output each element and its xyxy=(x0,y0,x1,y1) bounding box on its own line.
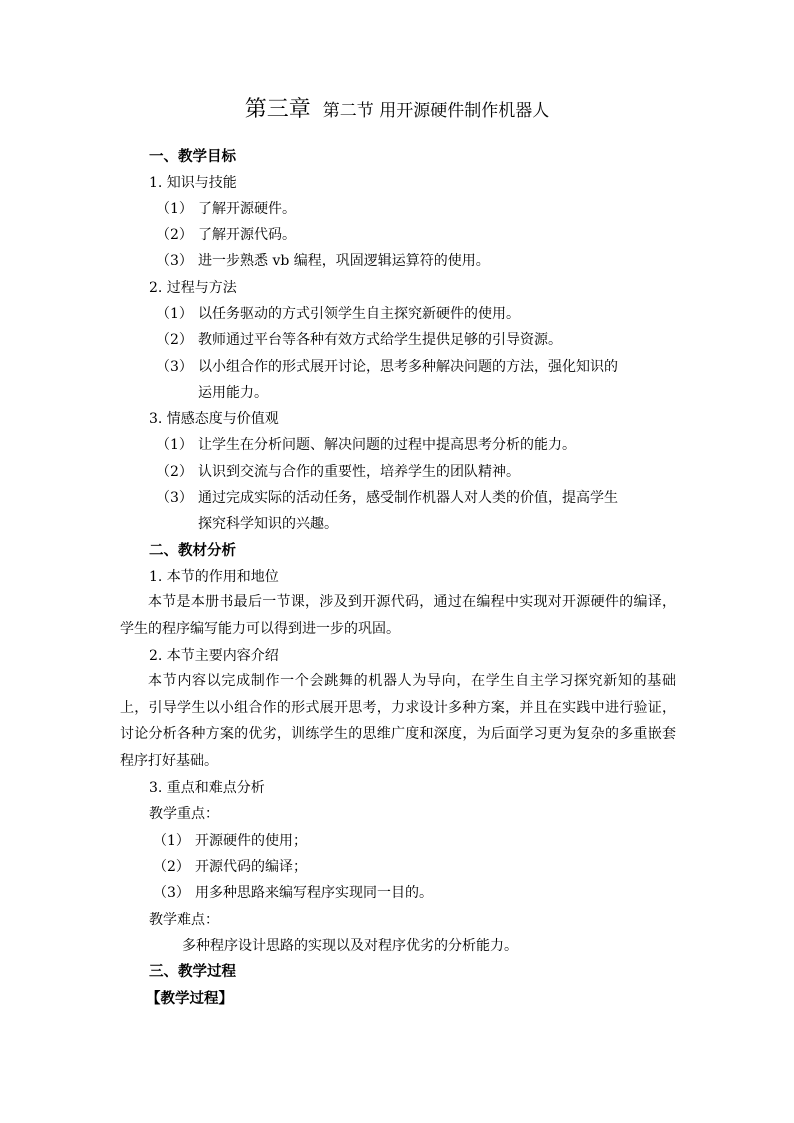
subheading-role: 1. 本节的作用和地位 xyxy=(149,569,279,585)
section-heading-objectives: 一、教学目标 xyxy=(149,148,236,165)
subheading-process: 2. 过程与方法 xyxy=(149,280,237,296)
key-points-label: 教学重点： xyxy=(149,806,219,822)
list-item: （3） 通过完成实际的活动任务，感受制作机器人对人类的价值，提高学生 xyxy=(156,490,618,506)
list-item-continuation: 探究科学知识的兴趣。 xyxy=(198,516,338,532)
list-item: （2） 教师通过平台等各种有效方式给学生提供足够的引导资源。 xyxy=(156,332,562,348)
page-title xyxy=(0,94,794,126)
list-item: （2） 了解开源代码。 xyxy=(156,227,296,243)
subheading-attitude: 3. 情感态度与价值观 xyxy=(149,411,279,427)
difficult-points-text: 多种程序设计思路的实现以及对程序优劣的分析能力。 xyxy=(182,938,518,954)
list-item-continuation: 运用能力。 xyxy=(198,385,268,401)
paragraph-role: 本节是本册书最后一节课，涉及到开源代码，通过在编程中实现对开源硬件的编译，学生的程序编写能力可以得到进一步的巩固。 xyxy=(120,594,676,637)
list-item: （2） 开源代码的编译； xyxy=(153,859,307,875)
section-title: 第二节 用开源硬件制作机器人 xyxy=(322,101,550,121)
difficult-points-label: 教学难点： xyxy=(149,912,219,928)
list-item: （1） 开源硬件的使用； xyxy=(153,833,307,849)
section-heading-process: 三、教学过程 xyxy=(149,963,236,980)
subheading-teaching-process: 【教学过程】 xyxy=(146,990,233,1007)
list-item: （3） 进一步熟悉 vb 编程，巩固逻辑运算符的使用。 xyxy=(156,253,490,269)
subheading-key-difficult: 3. 重点和难点分析 xyxy=(149,780,265,796)
list-item: （1） 让学生在分析问题、解决问题的过程中提高思考分析的能力。 xyxy=(156,437,576,453)
list-item: （2） 认识到交流与合作的重要性，培养学生的团队精神。 xyxy=(156,464,520,480)
subheading-content: 2. 本节主要内容介绍 xyxy=(149,648,279,664)
chapter-label: 第三章 xyxy=(244,97,311,122)
list-item: （1） 了解开源硬件。 xyxy=(156,201,296,217)
subheading-knowledge: 1. 知识与技能 xyxy=(149,175,237,191)
paragraph-content: 本节内容以完成制作一个会跳舞的机器人为导向，在学生自主学习探究新知的基础上，引导学生以小组合作的形式展开思考，力求设计多种方案，并且在实践中进行验证，讨论分析各种方案的优劣，训练学生的思维广度和深度，为后面学习更为复杂的多重嵌套程序打好基础。 xyxy=(120,673,676,769)
section-heading-materials: 二、教材分析 xyxy=(149,542,236,559)
list-item: （3） 以小组合作的形式展开讨论，思考多种解决问题的方法，强化知识的 xyxy=(156,359,618,375)
list-item: （1） 以任务驱动的方式引领学生自主探究新硬件的使用。 xyxy=(156,306,520,322)
list-item: （3） 用多种思路来编写程序实现同一目的。 xyxy=(153,885,433,901)
